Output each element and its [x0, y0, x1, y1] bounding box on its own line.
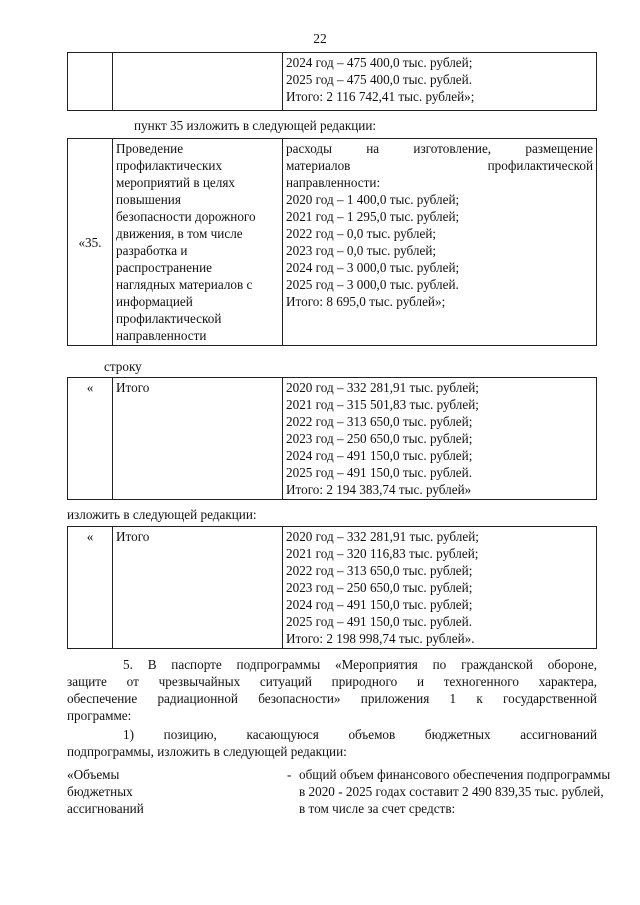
table-punkt35	[67, 138, 597, 346]
total-cost-cell	[283, 527, 597, 649]
intro-stroku: строку	[104, 359, 142, 374]
paragraph-line: обеспечение радиационной безопасности» приложения 1 к государственной	[67, 691, 597, 706]
name-line: движения, в том числе	[116, 226, 243, 241]
cost-line: Итого: 8 695,0 тыс. рублей»;	[286, 294, 446, 309]
table-continuation	[67, 52, 597, 111]
cost-line: направленности:	[286, 175, 381, 190]
cost-line: 2025 год – 3 000,0 тыс. рублей.	[286, 277, 459, 292]
text-line: в 2020 - 2025 годах составит 2 490 839,35 тыс. рублей,	[299, 784, 604, 799]
cost-line: 2025 год – 491 150,0 тыс. рублей.	[286, 614, 472, 629]
cost-line: 2025 год – 475 400,0 тыс. рублей.	[286, 72, 472, 87]
paragraph-line: 1) позицию, касающуюся объемов бюджетных ассигнований	[123, 727, 597, 742]
cost-line: 2023 год – 0,0 тыс. рублей;	[286, 243, 437, 258]
table-total-new	[67, 526, 597, 649]
paragraph-1	[67, 726, 597, 760]
paragraph-line: 5. В паспорте подпрограммы «Мероприятия по гражданской обороне,	[123, 657, 597, 672]
paragraph-line: подпрограммы, изложить в следующей редакции:	[67, 744, 347, 759]
label-line: бюджетных	[67, 784, 133, 799]
quote-cell	[68, 378, 113, 500]
page-number: 22	[313, 31, 327, 46]
cost-line: 2024 год – 491 150,0 тыс. рублей;	[286, 448, 473, 463]
cost-line: Итого: 2 198 998,74 тыс. рублей».	[286, 631, 475, 646]
allocations-label	[67, 766, 197, 817]
cost-head-line: расходы на изготовление, размещение	[286, 141, 593, 156]
intro-punkt35: пункт 35 изложить в следующей редакции:	[134, 118, 377, 133]
name-line: безопасности дорожного	[116, 209, 256, 224]
paragraph-line: программе:	[67, 708, 132, 723]
cell-num	[68, 53, 113, 111]
label-line: ассигнований	[67, 801, 144, 816]
cost-line: 2024 год – 475 400,0 тыс. рублей;	[286, 55, 473, 70]
quote-cell	[68, 527, 113, 649]
cost-line: 2020 год – 332 281,91 тыс. рублей;	[286, 529, 479, 544]
cost-line: 2020 год – 332 281,91 тыс. рублей;	[286, 380, 479, 395]
cell-name	[113, 53, 283, 111]
name-line: направленности	[116, 328, 207, 343]
cost-line: 2021 год – 320 116,83 тыс. рублей;	[286, 546, 479, 561]
cost-line: 2022 год – 313 650,0 тыс. рублей;	[286, 414, 473, 429]
cost-cell	[283, 139, 597, 346]
measure-name-cell	[113, 139, 283, 346]
cost-line: 2023 год – 250 650,0 тыс. рублей;	[286, 580, 473, 595]
cost-head-line: материалов профилактической	[286, 158, 593, 173]
paragraph-5	[67, 656, 597, 724]
paragraph-line: защите от чрезвычайных ситуаций природного и техногенного характера,	[67, 674, 597, 689]
cost-line: 2025 год – 491 150,0 тыс. рублей.	[286, 465, 472, 480]
intro-new-edition: изложить в следующей редакции:	[67, 507, 257, 522]
label-line: «Объемы	[67, 767, 120, 782]
cell-costs	[283, 53, 597, 111]
row-number-cell	[68, 139, 113, 346]
cost-line: 2023 год – 250 650,0 тыс. рублей;	[286, 431, 473, 446]
open-quote: «	[86, 529, 94, 544]
name-line: профилактической	[116, 311, 222, 326]
total-name: Итого	[116, 380, 150, 395]
name-line: повышения	[116, 192, 181, 207]
cost-line: 2020 год – 1 400,0 тыс. рублей;	[286, 192, 460, 207]
cost-line: 2022 год – 313 650,0 тыс. рублей;	[286, 563, 473, 578]
name-line: распространение	[116, 260, 212, 275]
text-line: в том числе за счет средств:	[299, 801, 456, 816]
name-line: наглядных материалов с	[116, 277, 253, 292]
cost-line: 2024 год – 491 150,0 тыс. рублей;	[286, 597, 473, 612]
total-name-cell	[113, 527, 283, 649]
total-cost-cell	[283, 378, 597, 500]
dash-separator: -	[287, 767, 292, 782]
cost-line: Итого: 2 194 383,74 тыс. рублей»	[286, 482, 472, 497]
cost-line: 2022 год – 0,0 тыс. рублей;	[286, 226, 437, 241]
text-line: общий объем финансового обеспечения подпрограммы	[299, 767, 611, 782]
name-line: разработка и	[116, 243, 188, 258]
cost-line: 2021 год – 1 295,0 тыс. рублей;	[286, 209, 460, 224]
total-name-cell	[113, 378, 283, 500]
total-name: Итого	[116, 529, 150, 544]
name-line: профилактических	[116, 158, 223, 173]
table-total-old	[67, 377, 597, 500]
cost-line: 2024 год – 3 000,0 тыс. рублей;	[286, 260, 460, 275]
name-line: информацией	[116, 294, 193, 309]
cost-line: Итого: 2 116 742,41 тыс. рублей»;	[286, 89, 475, 104]
row-number: «35.	[78, 234, 102, 250]
name-line: мероприятий в целях	[116, 175, 236, 190]
open-quote: «	[86, 380, 94, 395]
name-line: Проведение	[116, 141, 184, 156]
allocations-text	[299, 766, 611, 817]
cost-line: 2021 год – 315 501,83 тыс. рублей;	[286, 397, 479, 412]
